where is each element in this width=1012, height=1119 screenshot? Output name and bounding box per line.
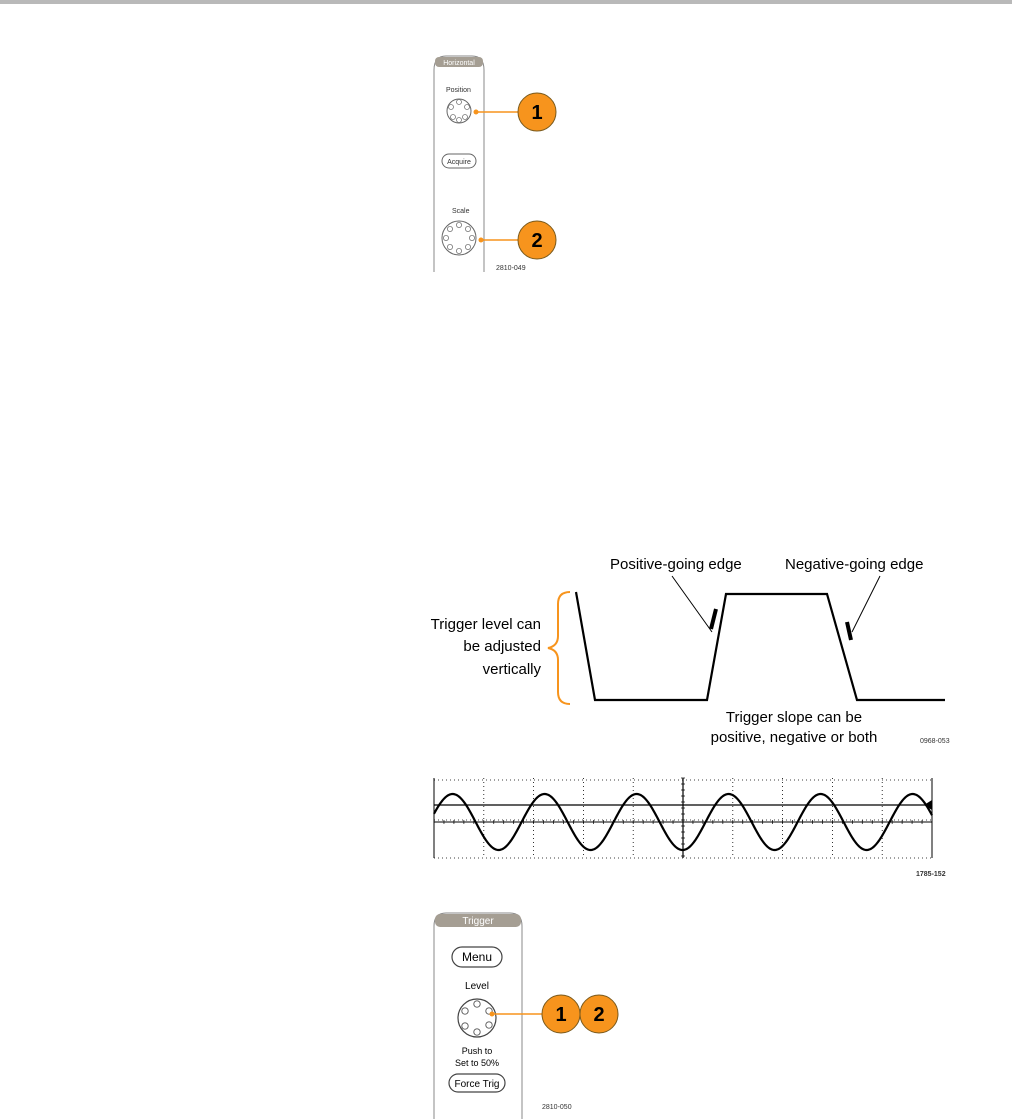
callout-2-horizontal [518, 221, 556, 259]
level-label-line-1: Trigger level can [430, 616, 541, 633]
svg-text:2: 2 [593, 1004, 605, 1026]
level-knob[interactable] [458, 999, 496, 1037]
menu-button[interactable] [452, 947, 502, 967]
trigger-title: Trigger [462, 916, 494, 927]
svg-text:2: 2 [531, 230, 543, 252]
trigger-figure-id: 2810-050 [542, 1104, 572, 1111]
slope-label-line-2: positive, negative or both [710, 729, 878, 746]
svg-text:1: 1 [555, 1004, 567, 1026]
position-knob[interactable] [447, 99, 471, 123]
svg-text:Acquire: Acquire [447, 159, 471, 166]
level-label-line-3: vertically [482, 661, 541, 678]
level-label: Level [465, 981, 489, 992]
callout-1-horizontal [518, 93, 556, 131]
level-brace [548, 592, 570, 704]
trigger-diagram-figure-id: 0968-053 [920, 738, 950, 745]
pulse-waveform [576, 592, 945, 700]
svg-text:Menu: Menu [461, 950, 493, 964]
scale-label: Scale [452, 208, 470, 215]
callout-1-trigger [542, 995, 580, 1033]
trigger-panel-figure [428, 908, 628, 1119]
force-trig-button[interactable] [449, 1074, 505, 1092]
waveform-display [428, 770, 948, 882]
callout-2-trigger [580, 995, 618, 1033]
horizontal-panel-figure [428, 52, 578, 282]
horizontal-figure-id: 2810-049 [496, 265, 526, 272]
slope-label-line-1: Trigger slope can be [725, 709, 863, 726]
svg-text:Force Trig: Force Trig [454, 1079, 500, 1090]
positive-edge-label: Positive-going edge [610, 556, 742, 573]
position-label: Position [446, 87, 471, 94]
top-border [0, 0, 1012, 4]
negative-edge-label: Negative-going edge [785, 556, 924, 573]
push-label-line-2: Set to 50% [454, 1058, 500, 1068]
push-label-line-1: Push to [461, 1046, 493, 1056]
acquire-button[interactable] [442, 154, 476, 168]
level-label-line-2: be adjusted [463, 638, 541, 655]
svg-text:1: 1 [531, 102, 543, 124]
scale-knob[interactable] [442, 221, 476, 255]
horizontal-title: Horizontal [443, 60, 475, 67]
trigger-slope-diagram [420, 550, 1005, 750]
waveform-figure-id: 1785-152 [916, 871, 946, 878]
